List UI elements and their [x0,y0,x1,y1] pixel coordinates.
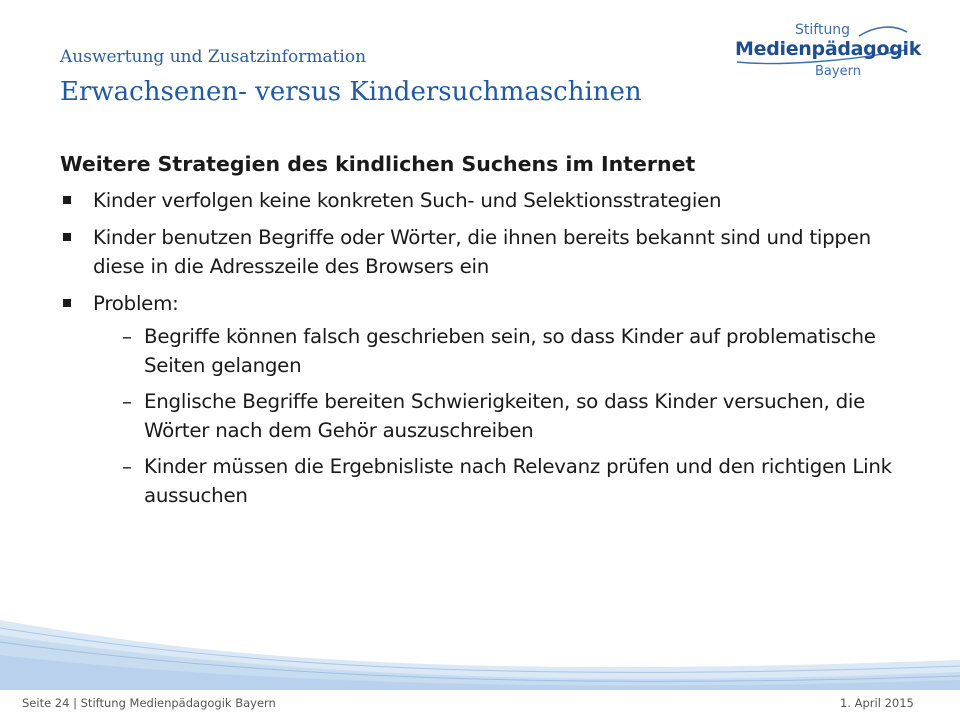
bullet-text: Kinder benutzen Begriffe oder Wörter, die ihnen bereits bekannt sind und tippen diese in die Adresszeile des Browsers ein [93,226,871,278]
bullet-text: Problem: [93,292,179,315]
sub-bullet-item [60,322,910,380]
sub-bullet-item [60,452,910,510]
decorative-wave-band [0,600,960,690]
section-heading: Weitere Strategien des kindlichen Suchens im Internet [60,152,696,176]
footer-date: 1. April 2015 [840,696,914,710]
dash-bullet-icon: – [122,390,132,413]
sub-bullet-text: Englische Begriffe bereiten Schwierigkeiten, so dass Kinder versuchen, die Wörter nach dem Gehör auszuschreiben [144,390,866,442]
sub-bullet-text: Kinder müssen die Ergebnisliste nach Relevanz prüfen und den richtigen Link aussuchen [144,455,892,507]
slide-body [60,150,910,517]
dash-bullet-icon: – [122,455,132,478]
slide-kicker: Auswertung und Zusatzinformation [60,47,367,67]
sub-bullet-text: Begriffe können falsch geschrieben sein, so dass Kinder auf problematische Seiten gelangen [144,325,876,377]
slide-title: Erwachsenen- versus Kindersuchmaschinen [60,77,642,107]
logo-text-medienpaedagogik: Medienpädagogik [735,38,922,60]
square-bullet-icon [63,196,71,204]
bullet-item [60,289,910,318]
square-bullet-icon [63,299,71,307]
sub-bullet-item [60,387,910,445]
logo-text-stiftung: Stiftung [795,22,851,38]
bullet-text: Kinder verfolgen keine konkreten Such- und Selektionsstrategien [93,189,722,212]
footer-page-info: Seite 24 | Stiftung Medienpädagogik Bayern [22,696,276,710]
logo [735,22,922,82]
bullet-item [60,186,910,215]
dash-bullet-icon: – [122,325,132,348]
bullet-item [60,223,910,281]
logo-text-bayern: Bayern [815,64,861,79]
square-bullet-icon [63,233,71,241]
